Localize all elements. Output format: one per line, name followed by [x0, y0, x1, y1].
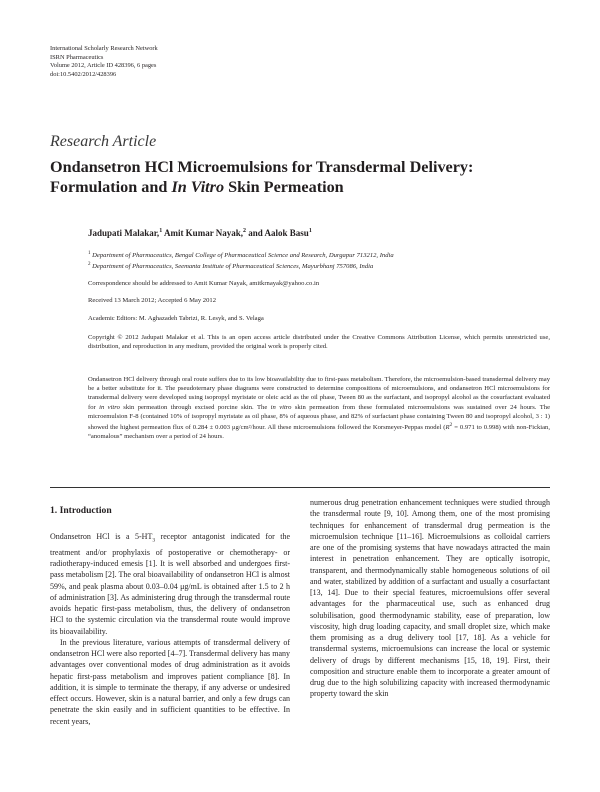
- copyright-notice: Copyright © 2012 Jadupati Malakar et al. This is an open access article distributed under the Creative Commons Attribution License, which permits unrestricted use, distribution, and reproduction in any medium, provided the original work is properly cited.: [88, 334, 550, 351]
- article-type: Research Article: [50, 133, 157, 150]
- article-title: [50, 157, 560, 197]
- section-heading-introduction: 1. Introduction: [50, 505, 112, 516]
- academic-editors: Academic Editors: M. Aghazadeh Tabrizi, R. Lesyk, and S. Velaga: [88, 315, 264, 322]
- abstract-text: Ondansetron HCl delivery through oral route suffers due to its low bioavailability due to first-pass metabolism. Therefore, the microemulsion-based transdermal delivery may be a better substitute for it. The pseudoternary phase diagrams were constructed to determine compositions of microemulsions, and ondansetron HCl microemulsions for transdermal delivery were developed using isopropyl myristate or oleic acid as the oil phase, Tween 80 as the surfactant, and isopropyl alcohol as the cosurfactant evaluated for: [88, 376, 550, 411]
- correspondence: Correspondence should be addressed to Amit Kumar Nayak, amitkrnayak@yahoo.co.in: [88, 280, 320, 287]
- body-paragraph: [50, 531, 290, 637]
- title-line-2-part-a: Formulation and: [50, 178, 172, 196]
- subscript: 3: [152, 537, 156, 544]
- title-line-2: [50, 177, 560, 197]
- affiliation-text: Department of Pharmaceutics, Bengal College of Pharmaceutical Science and Research, Durgapur 713212, India: [92, 252, 394, 260]
- abstract-italic: in vitro: [99, 403, 120, 411]
- abstract: [88, 375, 550, 442]
- body-paragraph: numerous drug penetration enhancement techniques were studied through the transdermal route [9, 10]. Among them, one of the most promising techniques for enhancement of transdermal drug permeation is the microemulsion technique [11–16]. Microemulsions as colloidal carriers are one of the promising systems that have nowadays attracted the main interest in penetration enhancement. They are optically isotropic, transparent, and thermodynamically stable homogeneous solutions of oil and water, stabilized by addition of a surfactant and usually a cosurfactant [13, 14]. Due to their special features, microemulsions offer several advantages for the pharmaceutical use, such as enhanced drug solubilisation, good thermodynamic stability, ease of preparation, low viscosity, high drug loading capacity, and small droplet size, which make them promising as a drug delivery tool [17, 18]. As a vehicle for transdermal systems, microemulsions can increase the local or systemic delivery of drugs by different mechanisms [15, 18, 19]. First, their composition and structure enable them to incorporate a greater amount of drug due to the high solubilizing capacity with increased thermodynamic property toward the skin: [310, 498, 550, 699]
- author-affiliation-mark: 1: [308, 228, 312, 234]
- body-column-left: [50, 531, 290, 727]
- abstract-r-squared: R: [445, 424, 450, 432]
- author-affiliation-mark: 2: [243, 228, 247, 234]
- affiliation-mark: 1: [88, 251, 91, 256]
- abstract-text: skin permeation from these formulated microemulsions was sustained over 24 hours. The microemulsion F-8 (contained 10% of isopropyl myristate as oil phase, 8% of aqueous phase, and 82% of surfactant phase containing Tween 80 and isopropyl alcohol, 3 : 1) showed the highest permeation flux of 0.284 ± 0.003 μg/cm²/hour. All these microemulsions followed the Korsmeyer-Peppas model (: [88, 403, 551, 432]
- title-line-1: Ondansetron HCl Microemulsions for Transdermal Delivery:: [50, 158, 474, 176]
- section-divider: [50, 487, 550, 488]
- abstract-text: = 0.971 to 0.998) with non-Fickian, “anomalous” mechanism over a period of 24 hours.: [88, 424, 550, 441]
- author-name: Jadupati Malakar,: [88, 228, 160, 238]
- journal-series: ISRN Pharmaceutics: [50, 53, 104, 61]
- body-column-right: [310, 497, 550, 700]
- abstract-italic: in vitro: [270, 403, 292, 411]
- affiliation-1: [88, 251, 394, 259]
- title-line-2-part-b: Skin Permeation: [224, 178, 344, 196]
- journal-volume: Volume 2012, Article ID 428396, 6 pages: [50, 62, 157, 70]
- journal-name: International Scholarly Research Network: [50, 45, 158, 52]
- author-list: [88, 228, 312, 238]
- journal-doi: doi:10.5402/2012/428396: [50, 70, 117, 78]
- title-line-2-italic: In Vitro: [171, 178, 225, 196]
- author-affiliation-mark: 1: [159, 228, 163, 234]
- abstract-superscript: 2: [449, 422, 453, 429]
- journal-header: [50, 45, 158, 79]
- body-text: receptor antagonist indicated for the treatment and/or prophylaxis of postoperative or chemotherapy- or radiotherapy-induced emesis [1]. It is well absorbed and undergoes first-pass metabolism [2]. The oral bioavailability of ondansetron HCl is almost 59%, and peak plasma about 0.03–0.04 μg/mL is obtained after 1.5 to 2 h of administration [3]. As administering drug through the transdermal route avoids hepatic first-pass metabolism, thus, the delivery of ondansetron HCl to the systemic circulation via the transdermal route would improve its bioavailability.: [50, 532, 290, 636]
- received-accepted-dates: Received 13 March 2012; Accepted 6 May 2012: [88, 297, 216, 304]
- body-paragraph: In the previous literature, various attempts of transdermal delivery of ondansetron HCl were also reported [4–7]. Transdermal delivery has many advantages over conventional modes of drug administration as it avoids hepatic first-pass metabolism and improves patient compliance [8]. In addition, it is simple to terminate the therapy, if any adverse or undesired effect occurs. However, skin is a natural barrier, and only a few drugs can penetrate the skin easily and in sufficient quantities to be effective. In recent years,: [50, 637, 290, 726]
- affiliation-2: [88, 262, 373, 270]
- author-name: and Aalok Basu: [246, 228, 309, 238]
- affiliation-mark: 2: [88, 262, 91, 267]
- author-name: Amit Kumar Nayak,: [162, 228, 244, 238]
- abstract-text: skin permeation through excised porcine skin. The: [119, 403, 271, 411]
- affiliation-text: Department of Pharmaceutics, Seemanta Institute of Pharmaceutical Sciences, Mayurbhanj 757086, India: [92, 263, 374, 271]
- body-text: Ondansetron HCl is a 5-HT: [50, 532, 153, 541]
